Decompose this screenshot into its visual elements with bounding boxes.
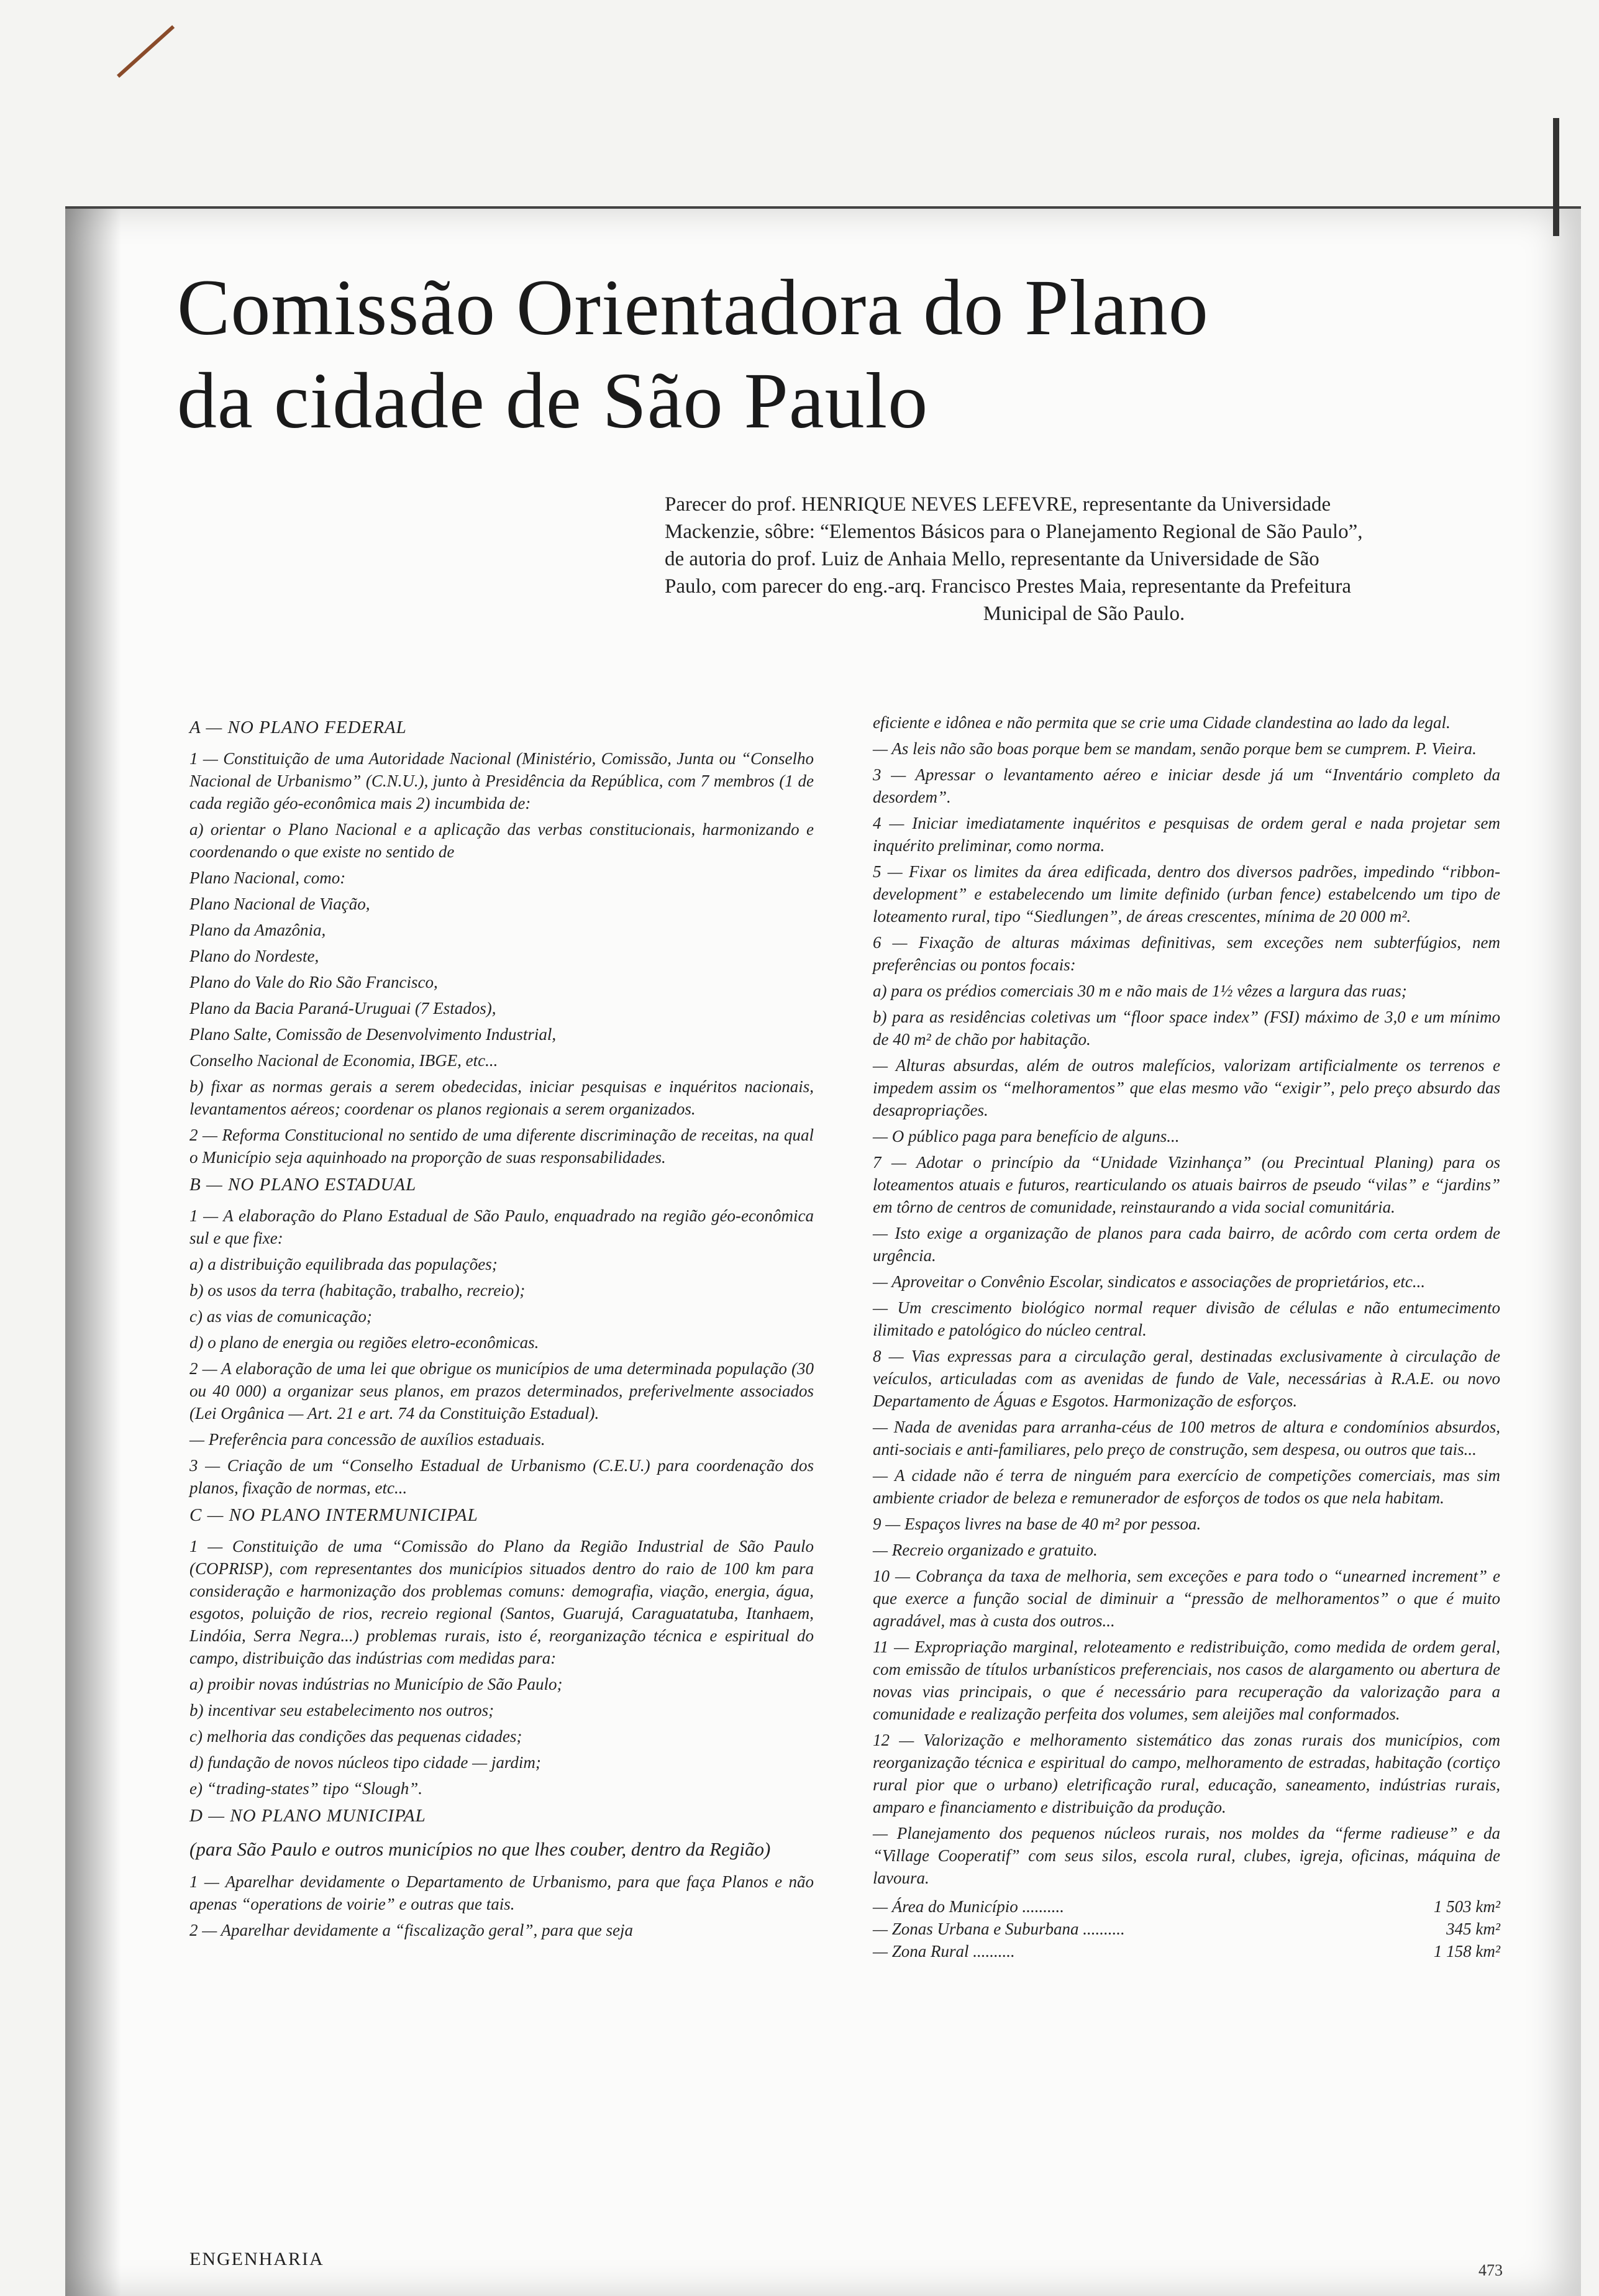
section-a-item-1: 1 — Constituição de uma Autoridade Nacional (Ministério, Comissão, Junta ou “Conselho Nacional de Urbanismo” (C.N.U.), junto à Presidência da República, com 7 membros (1 de cada região géo-econômica mais 2) incumbida de: (189, 749, 814, 813)
right-para: — Nada de avenidas para arranha-céus de 100 metros de altura e condomínios absurdos, anti-sociais e anti-familiares, pelo preço de construção, sem despesa, ou outros que tais... (873, 1418, 1500, 1459)
footer-publication: ENGENHARIA (189, 2249, 324, 2269)
section-a-item-1a: a) orientar o Plano Nacional e a aplicação das verbas constitucionais, harmonizando e coordenando o que existe no sentido de (189, 820, 814, 861)
plan-list-item: Plano do Nordeste, (189, 947, 319, 965)
right-para: — Planejamento dos pequenos núcleos rurais, nos moldes da “ferme radieuse” e da “Village Cooperatif” com seus silos, escola rural, clubes, igreja, oficinas, máquina de lavoura. (873, 1824, 1500, 1887)
subhead-line-3: de autoria do prof. Luiz de Anhaia Mello, representante da Universidade de São (665, 548, 1319, 570)
article-subhead (665, 491, 1503, 627)
right-para: — A cidade não é terra de ninguém para exercício de competições comerciais, mas sim ambiente criador de beleza e remunerador de esforços de todos os que nela habitam. (873, 1466, 1500, 1507)
right-para: — Aproveitar o Convênio Escolar, sindicatos e associações de proprietários, etc... (873, 1272, 1426, 1291)
plan-list-item: Plano da Bacia Paraná-Uruguai (7 Estados), (189, 999, 496, 1018)
right-para: — O público paga para benefício de alguns... (873, 1127, 1180, 1146)
right-para: 11 — Expropriação marginal, reloteamento e redistribuição, como medida de ordem geral, com emissão de títulos urbanísticos preferenciais, nos casos de alargamento ou abertura de novas vias principais, o que é necessário para recuperação da valorização para a comunidade e realização perfeita dos volumes, sem aleijões mal conformados. (873, 1638, 1500, 1723)
right-para: — Recreio organizado e gratuito. (873, 1541, 1098, 1559)
footer-page-number: 473 (1478, 2261, 1503, 2279)
section-c-item-1: 1 — Constituição de uma “Comissão do Plano da Região Industrial de São Paulo (COPRISP), com representantes dos municípios situados dentro do raio de 100 km para consideração e harmonização dos problemas comuns: demografia, viação, energia, água, esgotos, poluição de rios, recreio regional (Santos, Guarujá, Caraguatatuba, Itanhaem, Lindóia, Serra Negra...) problemas rurais, isto é, reorganização técnica e espiritual do campo, distribuição das indústrias com medidas para: (189, 1537, 814, 1667)
left-column (189, 711, 814, 1945)
subhead-line-2: Mackenzie, sôbre: “Elementos Básicos para o Planejamento Regional de São Paulo”, (665, 521, 1363, 543)
right-para: 3 — Apressar o levantamento aéreo e iniciar desde já um “Inventário completo da desordem”. (873, 765, 1500, 806)
stat-label: — Área do Município .......... (873, 1897, 1064, 1916)
section-c-subitem: c) melhoria das condições das pequenas cidades; (189, 1727, 522, 1746)
stat-label: — Zonas Urbana e Suburbana .......... (873, 1920, 1125, 1938)
right-para: 5 — Fixar os limites da área edificada, dentro dos diversos padrões, impedindo “ribbon-development” e estabelecendo um limite definido (urban fence) estabelcendo um tipo de loteamento rural, tipo “Siedlungen”, de áreas crescentes, mínima de 20 000 m². (873, 862, 1500, 926)
section-b-subitem: b) os usos da terra (habitação, trabalho, recreio); (189, 1281, 526, 1300)
right-para: a) para os prédios comerciais 30 m e não mais de 1½ vêzes a largura das ruas; (873, 982, 1407, 1000)
title-line-2: da cidade de São Paulo (177, 357, 929, 445)
plan-list-item: Plano do Vale do Rio São Francisco, (189, 973, 438, 991)
plan-list-item: Plano da Amazônia, (189, 921, 326, 939)
section-b-subitem: d) o plano de energia ou regiões eletro-econômicas. (189, 1333, 539, 1352)
stat-row (873, 1895, 1500, 1918)
section-a-item-2: 2 — Reforma Constitucional no sentido de uma diferente discriminação de receitas, na qual o Município seja aquinhoado na proporção de suas responsabilidades. (189, 1126, 814, 1167)
plan-list-item: Plano Salte, Comissão de Desenvolvimento Industrial, (189, 1025, 557, 1044)
right-para: — As leis não são boas porque bem se mandam, senão porque bem se cumprem. P. Vieira. (873, 739, 1477, 758)
section-b-item-1: 1 — A elaboração do Plano Estadual de São Paulo, enquadrado na região géo-econômica sul e que fixe: (189, 1206, 814, 1247)
page-top-edge (65, 206, 1581, 209)
area-stats (873, 1895, 1500, 1962)
page-gutter-shadow (65, 208, 121, 2296)
right-para: 12 — Valorização e melhoramento sistemático das zonas rurais dos municípios, com reorganização técnica e espiritual do campo, melhoramento de estradas, habitação (cortiço rural pior que o urbano) eletrificação rural, educação, saneamento, indústrias rurais, amparo e financiamento e distribuição da produção. (873, 1731, 1500, 1816)
section-d-subheading: (para São Paulo e outros municípios no que lhes couber, dentro da Região) (189, 1838, 771, 1860)
right-para: 4 — Iniciar imediatamente inquéritos e pesquisas de ordem geral e nada projetar sem inquérito preliminar, como norma. (873, 814, 1500, 855)
stat-value: 345 km² (1446, 1920, 1500, 1938)
article-title (177, 261, 1419, 447)
stat-label: — Zona Rural .......... (873, 1942, 1015, 1961)
section-d-heading: D — NO PLANO MUNICIPAL (189, 1806, 426, 1826)
section-c-subitem: a) proibir novas indústrias no Município de São Paulo; (189, 1675, 563, 1693)
plan-list-item: Plano Nacional, como: (189, 868, 346, 887)
title-line-1: Comissão Orientadora do Plano (177, 263, 1209, 352)
section-a-item-1b: b) fixar as normas gerais a serem obedecidas, iniciar pesquisas e inquéritos nacionais, levantamentos aéreos; coordenar os planos regionais a serem organizados. (189, 1077, 814, 1118)
plan-list-item: Plano Nacional de Viação, (189, 895, 370, 913)
section-b-item-2b: — Preferência para concessão de auxílios estaduais. (189, 1430, 545, 1449)
pen-mark (117, 25, 175, 78)
section-b-subitem: c) as vias de comunicação; (189, 1307, 372, 1326)
stat-row (873, 1940, 1500, 1962)
right-column (873, 711, 1500, 1962)
section-d-item-2: 2 — Aparelhar devidamente a “fiscalização geral”, para que seja (189, 1921, 633, 1939)
plan-list-item: Conselho Nacional de Economia, IBGE, etc... (189, 1051, 498, 1070)
section-b-item-3: 3 — Criação de um “Conselho Estadual de Urbanismo (C.E.U.) para coordenação dos planos, fixação de normas, etc... (189, 1456, 814, 1497)
right-para: 10 — Cobrança da taxa de melhoria, sem exceções e para todo o “unearned increment” e que exerce a função social de diminuir a “pressão de melhoramentos” o que é muito agradável, mas à custa dos outros... (873, 1567, 1500, 1630)
right-para: — Alturas absurdas, além de outros malefícios, valorizam artificialmente os terrenos e impedem assim os “melhoramentos” que elas mesmo vão “exigir”, pelo preço absurdo das desapropriações. (873, 1056, 1500, 1119)
right-para: 7 — Adotar o princípio da “Unidade Vizinhança” (ou Precintual Planing) para os loteamentos atuais e futuros, rearticulando os atuais bairros de pseudo “vilas” e “jardins” em tôrno de centros de comunidade, reinstaurando a vida social comunitária. (873, 1153, 1500, 1216)
stat-value: 1 158 km² (1433, 1942, 1500, 1961)
subhead-line-5: Municipal de São Paulo. (983, 603, 1185, 625)
section-d-item-1: 1 — Aparelhar devidamente o Departamento de Urbanismo, para que faça Planos e não apenas “operations de voirie” e outras que tais. (189, 1872, 814, 1913)
right-para: eficiente e idônea e não permita que se crie uma Cidade clandestina ao lado da legal. (873, 713, 1451, 732)
stat-value: 1 503 km² (1433, 1897, 1500, 1916)
section-c-subitem: d) fundação de novos núcleos tipo cidade — jardim; (189, 1753, 541, 1772)
section-a-heading: A — NO PLANO FEDERAL (189, 718, 407, 737)
right-para: — Um crescimento biológico normal requer divisão de células e não entumecimento ilimitado e patológico do núcleo central. (873, 1298, 1500, 1339)
right-para: 9 — Espaços livres na base de 40 m² por pessoa. (873, 1515, 1201, 1533)
section-b-item-2: 2 — A elaboração de uma lei que obrigue os municípios de uma determinada população (30 ou 40 000) a organizar seus planos, em prazos determinados, preferivelmente associados (Lei Orgânica — Art. 21 e art. 74 da Constituição Estadual). (189, 1359, 814, 1423)
section-b-subitem: a) a distribuição equilibrada das populações; (189, 1255, 498, 1273)
section-b-heading: B — NO PLANO ESTADUAL (189, 1175, 417, 1195)
right-para: 8 — Vias expressas para a circulação geral, destinadas exclusivamente à circulação de veículos, articuladas com as avenidas de fundo de Vale, necessárias à R.A.E. ou novo Departamento de Águas e Esgotos. Harmonização de esforços. (873, 1347, 1500, 1410)
right-para: — Isto exige a organização de planos para cada bairro, de acôrdo com certa ordem de urgência. (873, 1224, 1500, 1265)
page-right-edge-mark (1553, 118, 1559, 236)
subhead-line-1: Parecer do prof. HENRIQUE NEVES LEFEVRE, representante da Universidade (665, 493, 1331, 516)
right-para: 6 — Fixação de alturas máximas definitivas, sem exceções nem subterfúgios, nem preferências ou pontos focais: (873, 933, 1500, 974)
section-c-heading: C — NO PLANO INTERMUNICIPAL (189, 1505, 478, 1525)
section-c-subitem: b) incentivar seu estabelecimento nos outros; (189, 1701, 494, 1720)
section-c-subitem: e) “trading-states” tipo “Slough”. (189, 1779, 423, 1798)
subhead-line-4: Paulo, com parecer do eng.-arq. Francisco Prestes Maia, representante da Prefeitura (665, 575, 1352, 598)
right-para: b) para as residências coletivas um “floor space index” (FSI) máximo de 3,0 e um mínimo de 40 m² de chão por habitação. (873, 1008, 1500, 1049)
stat-row (873, 1918, 1500, 1940)
